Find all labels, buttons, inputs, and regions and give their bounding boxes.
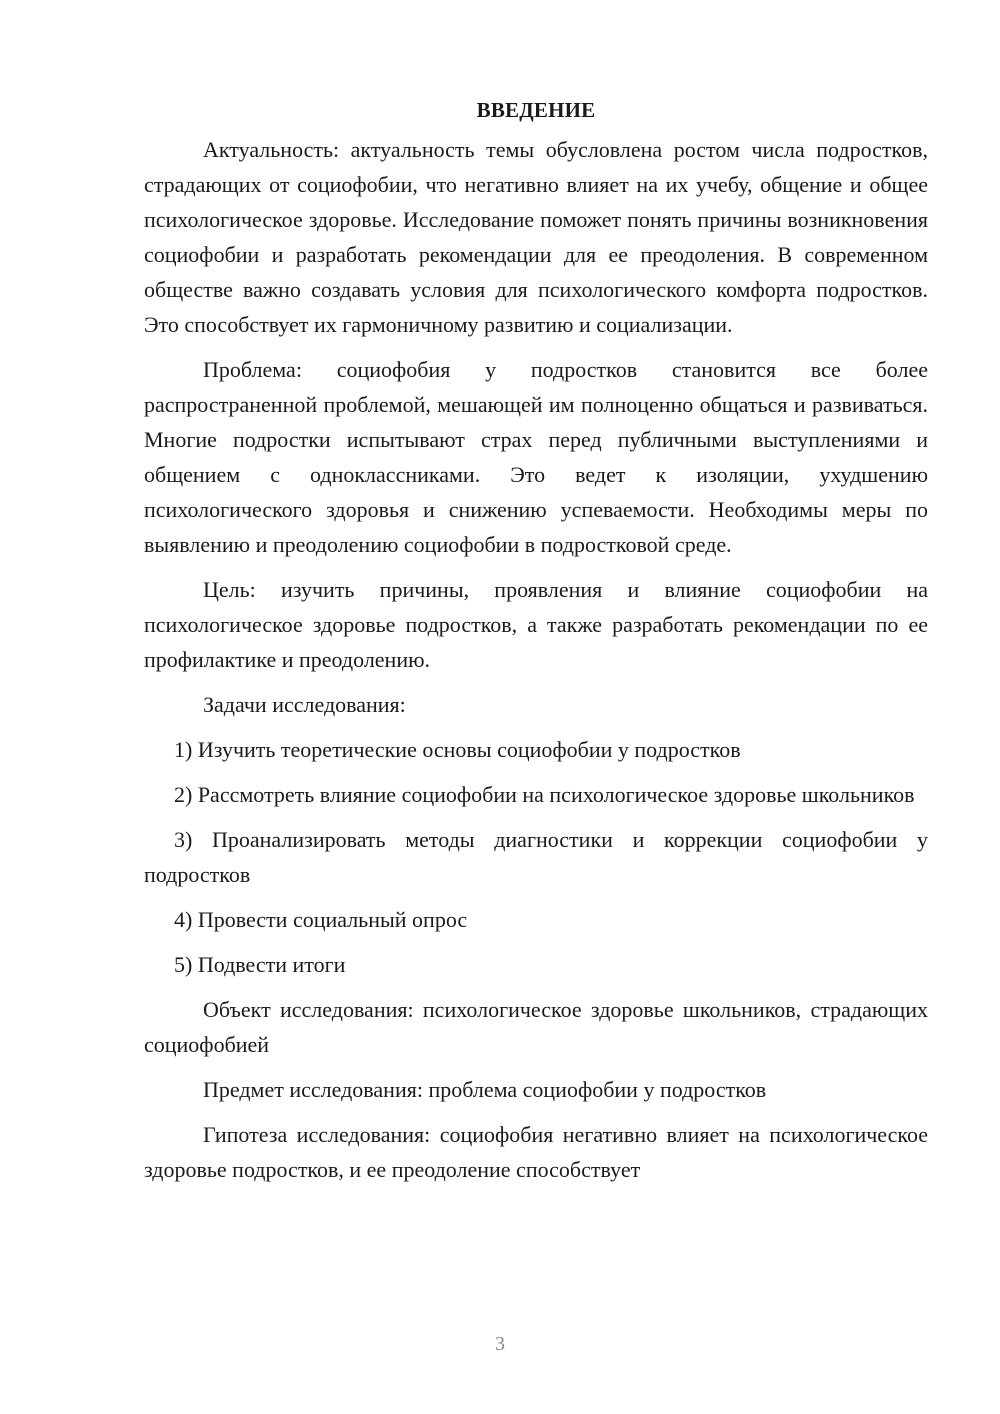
object-paragraph: Объект исследования: психологическое здоровье школьников, страдающих социофобией bbox=[144, 997, 928, 1057]
list-item: 4) Провести социальный опрос bbox=[174, 907, 468, 932]
list-item: 3) Проанализировать методы диагностики и коррекции социофобии у подростков bbox=[144, 827, 928, 887]
tasks-list bbox=[144, 732, 928, 982]
relevance-paragraph: Актуальность: актуальность темы обусловлена ростом числа подростков, страдающих от социофобии, что негативно влияет на их учебу, общение и общее психологическое здоровье. Исследование поможет понять причины возникновения социофобии и разработать рекомендации для ее преодоления. В современном обществе важно создавать условия для психологического комфорта подростков. Это способствует их гармоничному развитию и социализации. bbox=[144, 137, 928, 337]
document-page bbox=[144, 92, 928, 1187]
tasks-heading: Задачи исследования: bbox=[203, 692, 406, 717]
section-title: ВВЕДЕНИЕ bbox=[476, 98, 596, 122]
list-item: 1) Изучить теоретические основы социофобии у подростков bbox=[174, 737, 741, 762]
hypothesis-paragraph: Гипотеза исследования: социофобия негативно влияет на психологическое здоровье подростков, и ее преодоление способствует bbox=[144, 1122, 928, 1182]
list-item: 2) Рассмотреть влияние социофобии на психологическое здоровье школьников bbox=[174, 782, 915, 807]
problem-paragraph: Проблема: социофобия у подростков становится все более распространенной проблемой, мешающей им полноценно общаться и развиваться. Многие подростки испытывают страх перед публичными выступлениями и общением с одноклассниками. Это ведет к изоляции, ухудшению психологического здоровья и снижению успеваемости. Необходимы меры по выявлению и преодолению социофобии в подростковой среде. bbox=[144, 357, 928, 557]
list-item: 5) Подвести итоги bbox=[174, 952, 346, 977]
goal-paragraph: Цель: изучить причины, проявления и влияние социофобии на психологическое здоровье подростков, а также разработать рекомендации по ее профилактике и преодолению. bbox=[144, 577, 928, 672]
page-number: 3 bbox=[495, 1333, 505, 1355]
subject-paragraph: Предмет исследования: проблема социофобии у подростков bbox=[203, 1077, 767, 1102]
